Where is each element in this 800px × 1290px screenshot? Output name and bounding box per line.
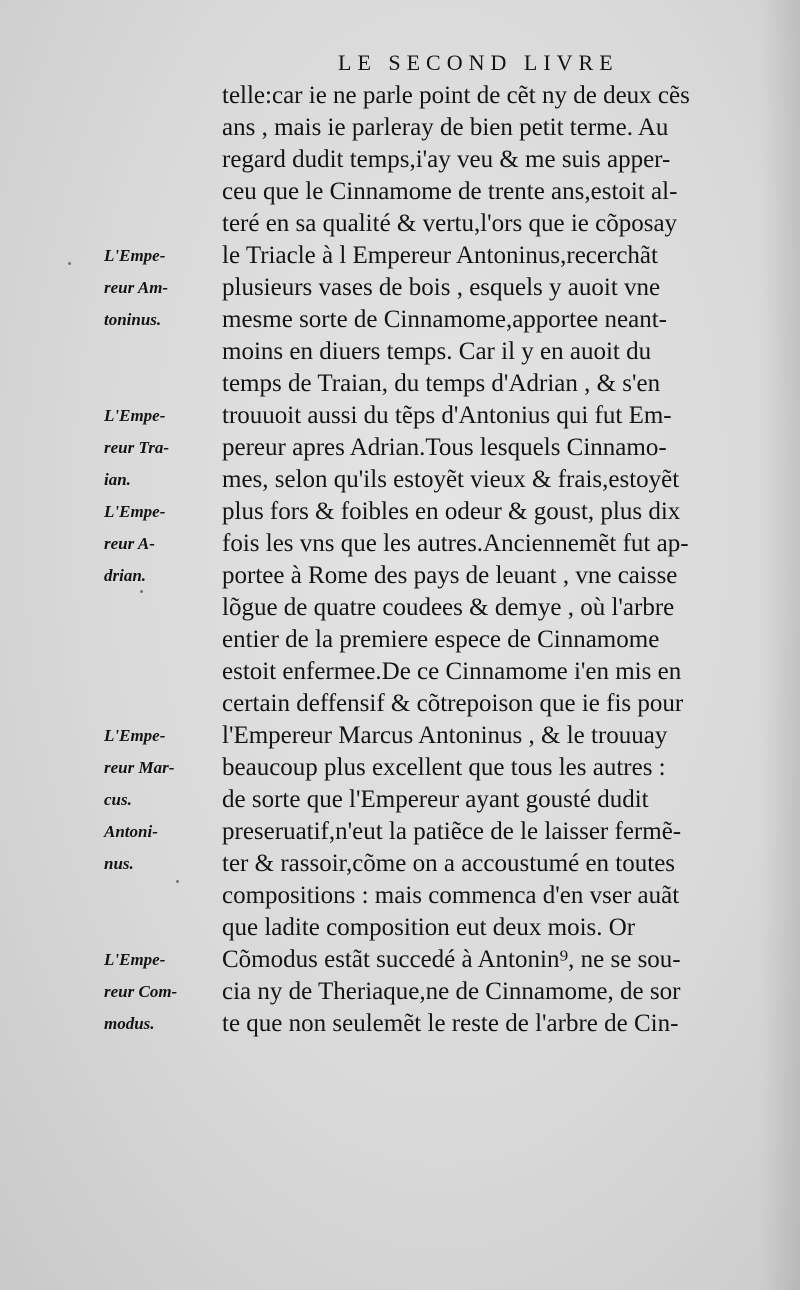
margin-note-commodus	[104, 944, 177, 1040]
margin-note-line: reur Mar-	[104, 758, 175, 777]
text-line: de sorte que l'Empereur ayant gousté dudit	[222, 786, 649, 813]
text-line: ter & rassoir,cõme on a accoustumé en toutes	[222, 850, 676, 877]
margin-note-line: toninus.	[104, 310, 162, 329]
text-line: estoit enfermee.De ce Cinnamome i'en mis en	[222, 658, 682, 685]
margin-note-line: Antoni-	[104, 822, 158, 841]
margin-note-line: nus.	[104, 854, 134, 873]
margin-note-line: reur Am-	[104, 278, 169, 297]
body-text	[222, 80, 758, 1040]
margin-note-line: modus.	[104, 1014, 155, 1033]
margin-note-line: reur A-	[104, 534, 155, 553]
text-line: mes, selon qu'ils estoyẽt vieux & frais,estoyẽt	[222, 466, 680, 493]
margin-note-line: reur Tra-	[104, 438, 170, 457]
margin-note-line: L'Empe-	[104, 950, 166, 969]
text-line: ceu que le Cinnamome de trente ans,estoit al-	[222, 178, 678, 205]
text-line: te que non seulemẽt le reste de l'arbre de Cin-	[222, 1010, 679, 1037]
margin-note-line: L'Empe-	[104, 406, 166, 425]
margin-note-line: cus.	[104, 790, 132, 809]
text-line: Cõmodus estãt succedé à Antonin⁹, ne se sou-	[222, 946, 681, 973]
text-line: pereur apres Adrian.Tous lesquels Cinnamo-	[222, 434, 667, 461]
margin-note-line: L'Empe-	[104, 726, 166, 745]
text-line: compositions : mais commenca d'en vser auãt	[222, 882, 680, 909]
paper-speck	[140, 590, 143, 593]
text-line: beaucoup plus excellent que tous les autres :	[222, 754, 666, 781]
text-line: trouuoit aussi du tẽps d'Antonius qui fut Em-	[222, 402, 672, 429]
text-line: plus fors & foibles en odeur & goust, plus dix	[222, 498, 681, 525]
margin-note-line: ian.	[104, 470, 131, 489]
running-head: LE SECOND LIVRE	[338, 50, 619, 75]
text-line: ans , mais ie parleray de bien petit terme. Au	[222, 114, 669, 141]
text-line: l'Empereur Marcus Antoninus , & le trouuay	[222, 722, 668, 749]
text-line: lõgue de quatre coudees & demye , où l'arbre	[222, 594, 675, 621]
text-line: temps de Traian, du temps d'Adrian , & s'en	[222, 370, 661, 397]
text-line: que ladite composition eut deux mois. Or	[222, 914, 636, 941]
text-line: certain deffensif & cõtrepoison que ie fis pour	[222, 690, 684, 717]
text-line: moins en diuers temps. Car il y en auoit du	[222, 338, 652, 365]
text-line: teré en sa qualité & vertu,l'ors que ie cõposay	[222, 210, 678, 237]
text-line: le Triacle à l Empereur Antoninus,recerchãt	[222, 242, 658, 269]
paper-speck	[176, 880, 179, 883]
paper-speck	[68, 262, 71, 265]
page-edge-shadow	[760, 0, 800, 1290]
text-line: mesme sorte de Cinnamome,apportee neant-	[222, 306, 667, 333]
text-line: cia ny de Theriaque,ne de Cinnamome, de sor	[222, 978, 681, 1005]
text-line: telle:car ie ne parle point de cẽt ny de deux cẽs	[222, 82, 690, 109]
margin-note-line: drian.	[104, 566, 147, 585]
text-line: plusieurs vases de bois , esquels y auoit vne	[222, 274, 661, 301]
text-line: portee à Rome des pays de leuant , vne caisse	[222, 562, 678, 589]
margin-note-traian	[104, 400, 169, 496]
margin-note-line: reur Com-	[104, 982, 178, 1001]
text-line: preseruatif,n'eut la patiẽce de le laisser fermẽ-	[222, 818, 682, 845]
margin-note-line: L'Empe-	[104, 246, 166, 265]
text-line: regard dudit temps,i'ay veu & me suis apper-	[222, 146, 671, 173]
margin-note-adrian	[104, 496, 165, 592]
text-line: entier de la premiere espece de Cinnamome	[222, 626, 660, 653]
margin-note-marcus-antoninus	[104, 720, 174, 880]
margin-note-antoninus	[104, 240, 168, 336]
text-line: fois les vns que les autres.Anciennemẽt fut ap-	[222, 530, 689, 557]
margin-note-line: L'Empe-	[104, 502, 166, 521]
